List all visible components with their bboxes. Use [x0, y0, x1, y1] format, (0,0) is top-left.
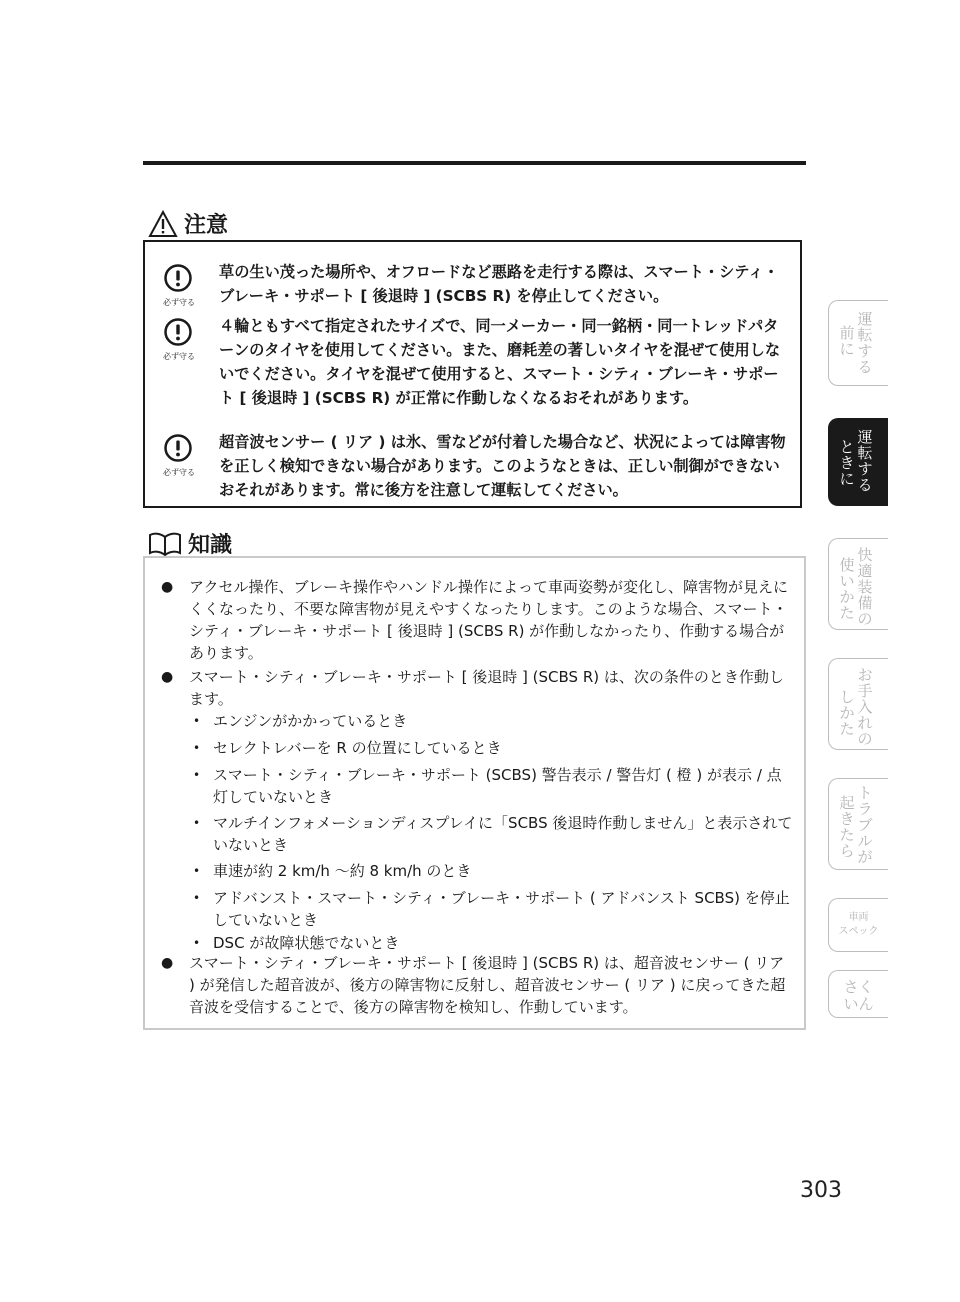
info-sub-item: • DSC が故障状態でないとき	[193, 934, 400, 952]
bullet-icon: ●	[161, 669, 174, 685]
side-tab-before-driving[interactable]: 前 に 運 転 す る	[828, 300, 888, 386]
info-sub-item: • アドバンスト・スマート・シティ・ブレーキ・サポート ( アドバンスト SCBS) を停止していないとき	[193, 889, 790, 929]
bullet-icon: ●	[161, 579, 174, 595]
info-title: 知識	[188, 533, 233, 558]
side-tab-specifications[interactable]: 車両 スペック	[828, 898, 888, 952]
exclamation-circle-icon	[164, 434, 192, 462]
must-follow-mark	[163, 434, 193, 478]
bullet-icon: •	[193, 816, 201, 830]
must-follow-mark	[163, 264, 193, 308]
top-rule	[143, 161, 806, 165]
info-sub-item: • マルチインフォメーションディスプレイに「SCBS 後退時作動しません」と表示されていないとき	[193, 814, 793, 854]
mark-caption: 必ず守る	[163, 298, 195, 307]
caution-title: 注意	[184, 213, 229, 238]
info-list-item: ● スマート・シティ・ブレーキ・サポート [ 後退時 ] (SCBS R) は、超音波センサー ( リア ) が発信した超音波が、後方の障害物に反射し、超音波センサー ( リア ) に戻ってきた超音波を受信することで、後方の障害物を検知し、作動しています。	[161, 954, 786, 1016]
side-tab-maintenance[interactable]: し か た お 手 入 れ の	[828, 658, 888, 750]
mark-caption: 必ず守る	[163, 352, 195, 361]
bullet-icon: ●	[161, 955, 174, 971]
side-tab-while-driving[interactable]: と き に 運 転 す る	[828, 418, 888, 506]
open-book-icon	[148, 531, 182, 557]
info-sub-item: • 車速が約 2 km/h ～約 8 km/h のとき	[193, 862, 472, 880]
exclamation-circle-icon	[164, 264, 192, 292]
info-sub-item: • スマート・シティ・ブレーキ・サポート (SCBS) 警告表示 / 警告灯 ( 橙 ) が表示 / 点灯していないとき	[193, 766, 782, 806]
side-tab-troubleshooting[interactable]: 起 き た ら ト ラ ブ ル が	[828, 778, 888, 870]
bullet-icon: •	[193, 714, 201, 728]
caution-heading	[148, 208, 228, 239]
caution-text: ４輪ともすべて指定されたサイズで、同一メーカー・同一銘柄・同一トレッドパターンのタイヤを使用してください。また、磨耗差の著しいタイヤを混ぜて使用しないでください。タイヤを混ぜて使用すると、スマート・シティ・ブレーキ・サポート [ 後退時 ] (SCBS R) が正常に作動しなくなるおそれがあります。	[219, 317, 781, 407]
page-number: 303	[800, 1178, 842, 1203]
mark-caption: 必ず守る	[163, 468, 195, 477]
bullet-icon: •	[193, 741, 201, 755]
warning-triangle-icon	[148, 210, 178, 238]
info-heading	[148, 528, 232, 559]
info-list-item: ● アクセル操作、ブレーキ操作やハンドル操作によって車両姿勢が変化し、障害物が見えにくくなったり、不要な障害物が見えやすくなったりします。このような場合、スマート・シティ・ブレーキ・サポート [ 後退時 ] (SCBS R) が作動しなかったり、作動する場合があります。	[161, 578, 788, 662]
caution-text: 草の生い茂った場所や、オフロードなど悪路を走行する際は、スマート・シティ・ブレーキ・サポート [ 後退時 ] (SCBS R) を停止してください。	[219, 263, 779, 305]
side-tab-comfort-equipment[interactable]: 使 い か た 快 適 装 備 の	[828, 538, 888, 630]
bullet-icon: •	[193, 768, 201, 782]
bullet-icon: •	[193, 936, 201, 950]
info-box	[143, 556, 806, 1030]
must-follow-mark	[163, 318, 193, 362]
caution-box	[143, 240, 802, 508]
info-list-item: ● スマート・シティ・ブレーキ・サポート [ 後退時 ] (SCBS R) は、次の条件のとき作動します。	[161, 668, 784, 708]
side-tab-index[interactable]: さく いん	[828, 970, 888, 1018]
exclamation-circle-icon	[164, 318, 192, 346]
caution-text: 超音波センサー ( リア ) は氷、雪などが付着した場合など、状況によっては障害物を正しく検知できない場合があります。このようなときは、正しい制御ができないおそれがあります。常に後方を注意して運転してください。	[219, 433, 786, 499]
bullet-icon: •	[193, 891, 201, 905]
bullet-icon: •	[193, 864, 201, 878]
info-sub-item: • エンジンがかかっているとき	[193, 712, 408, 730]
info-sub-item: • セレクトレバーを R の位置にしているとき	[193, 739, 502, 757]
